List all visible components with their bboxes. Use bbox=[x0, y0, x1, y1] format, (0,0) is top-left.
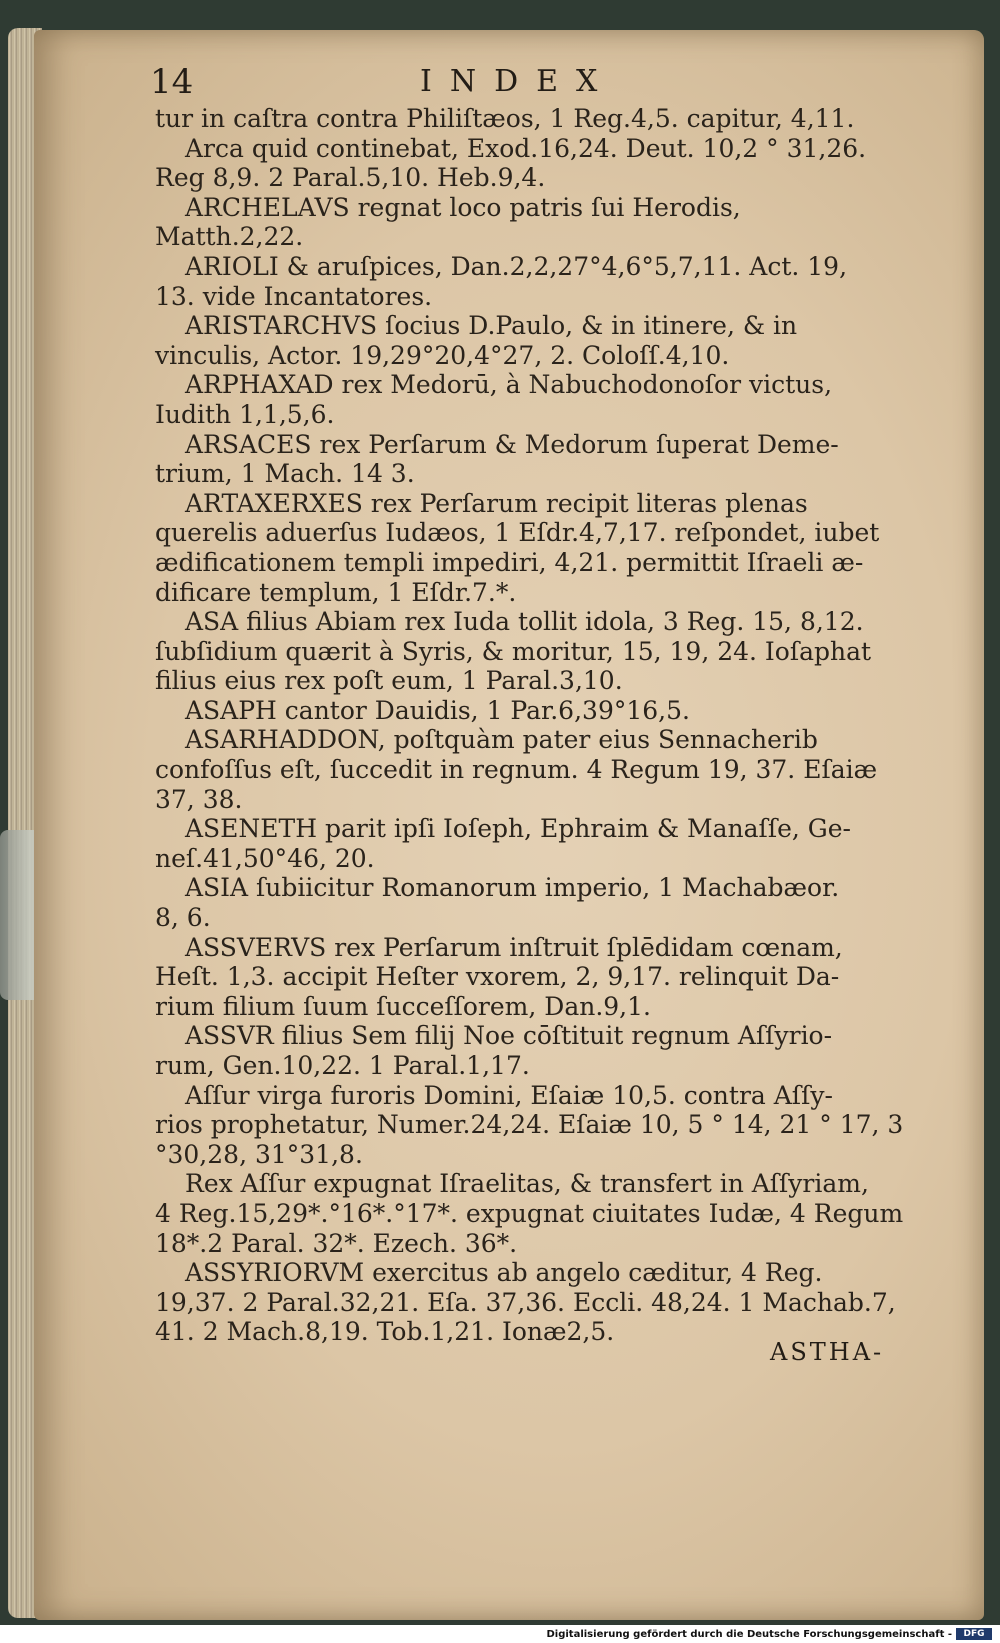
text-line: ædificationem templi impediri, 4,21. permittit Iſraeli æ- bbox=[155, 547, 864, 577]
text-line: Aſſur virga furoris Domini, Eſaiæ 10,5. contra Aſſy- bbox=[185, 1080, 833, 1110]
running-head: INDEX bbox=[420, 64, 616, 99]
text-line: ſubſidium quærit à Syris, & moritur, 15, 19, 24. Ioſaphat bbox=[155, 636, 872, 666]
text-line: ARIOLI & aruſpices, Dan.2,2,27°4,6°5,7,11. Act. 19, bbox=[185, 251, 848, 281]
text-line: ASA filius Abiam rex Iuda tollit idola, 3 Reg. 15, 8,12. bbox=[185, 607, 864, 637]
text-line: rios prophetatur, Numer.24,24. Eſaiæ 10, 5 ° 14, 21 ° 17, 3 bbox=[155, 1110, 904, 1140]
text-line: ASSVERVS rex Perſarum inſtruit ſplēdidam cœnam, bbox=[185, 932, 843, 962]
text-line: rum, Gen.10,22. 1 Paral.1,17. bbox=[155, 1051, 530, 1080]
text-line: ARSACES rex Perſarum & Medorum ſuperat Deme- bbox=[185, 429, 839, 459]
text-line: °30,28, 31°31,8. bbox=[155, 1139, 363, 1169]
text-line: Matth.2,22. bbox=[155, 222, 304, 252]
text-line: neſ.41,50°46, 20. bbox=[155, 843, 375, 873]
text-line: ASSVR filius Sem filij Noe cōſtituit regnum Aſſyrio- bbox=[185, 1021, 833, 1051]
text-line: ARCHELAVS regnat loco patris ſui Herodis, bbox=[185, 192, 741, 222]
text-line: vinculis, Actor. 19,29°20,4°27, 2. Coloſſ.4,10. bbox=[155, 340, 730, 370]
text-line: ASIA ſubiicitur Romanorum imperio, 1 Machabæor. bbox=[185, 873, 840, 903]
dfg-logo: DFG bbox=[956, 1628, 992, 1640]
text-line: confoſſus eſt, ſuccedit in regnum. 4 Regum 19, 37. Eſaiæ bbox=[155, 755, 878, 785]
text-line: ARTAXERXES rex Perſarum recipit literas plenas bbox=[185, 488, 808, 518]
text-line: ARISTARCHVS ſocius D.Paulo, & in itinere, & in bbox=[185, 311, 798, 341]
text-line: dificare templum, 1 Eſdr.7.*. bbox=[155, 577, 517, 607]
page-header bbox=[150, 62, 910, 102]
text-line: 37, 38. bbox=[155, 784, 243, 814]
text-line: 8, 6. bbox=[155, 903, 211, 933]
text-line: ASSYRIORVM exercitus ab angelo cæditur, 4 Reg. bbox=[185, 1258, 823, 1288]
text-line: 41. 2 Mach.8,19. Tob.1,21. Ionæ2,5. bbox=[155, 1317, 615, 1347]
text-line: ASARHADDON, poſtquàm pater eius Sennacherib bbox=[185, 725, 818, 755]
text-line: rium filium ſuum ſucceſſorem, Dan.9,1. bbox=[155, 991, 651, 1021]
catchword: ASTHA- bbox=[770, 1338, 885, 1366]
text-line: 4 Reg.15,29*.°16*.°17*. expugnat ciuitates Iudæ, 4 Regum bbox=[155, 1198, 904, 1228]
text-line: filius eius rex poſt eum, 1 Paral.3,10. bbox=[155, 666, 623, 696]
text-line: Heſt. 1,3. accipit Heſter vxorem, 2, 9,17. relinquit Da- bbox=[155, 962, 840, 992]
text-line: ASAPH cantor Dauidis, 1 Par.6,39°16,5. bbox=[185, 695, 690, 725]
text-line: querelis aduerſus Iudæos, 1 Eſdr.4,7,17. reſpondet, iubet bbox=[155, 518, 880, 548]
text-line: Rex Aſſur expugnat Iſraelitas, & transfert in Aſſyriam, bbox=[185, 1169, 869, 1199]
text-line: Iudith 1,1,5,6. bbox=[155, 399, 335, 429]
funding-credit: Digitalisierung gefördert durch die Deutsche Forschungsgemeinschaft - bbox=[546, 1629, 952, 1640]
text-line: tur in caſtra contra Philiſtæos, 1 Reg.4,5. capitur, 4,11. bbox=[155, 104, 855, 133]
page-number: 14 bbox=[150, 62, 194, 102]
text-line: 19,37. 2 Paral.32,21. Eſa. 37,36. Eccli. 48,24. 1 Machab.7, bbox=[155, 1287, 896, 1317]
text-line: Arca quid continebat, Exod.16,24. Deut. 10,2 ° 31,26. bbox=[185, 133, 867, 163]
index-text bbox=[155, 104, 904, 1347]
text-line: 13. vide Incantatores. bbox=[155, 281, 433, 311]
text-line: ARPHAXAD rex Medorū, à Nabuchodonoſor victus, bbox=[185, 370, 833, 400]
text-line: trium, 1 Mach. 14 3. bbox=[155, 459, 415, 489]
text-line: 18*.2 Paral. 32*. Ezech. 36*. bbox=[155, 1228, 518, 1258]
text-line: ASENETH parit ipſi Ioſeph, Ephraim & Manaſſe, Ge- bbox=[185, 814, 851, 844]
text-line: Reg 8,9. 2 Paral.5,10. Heb.9,4. bbox=[155, 163, 546, 193]
